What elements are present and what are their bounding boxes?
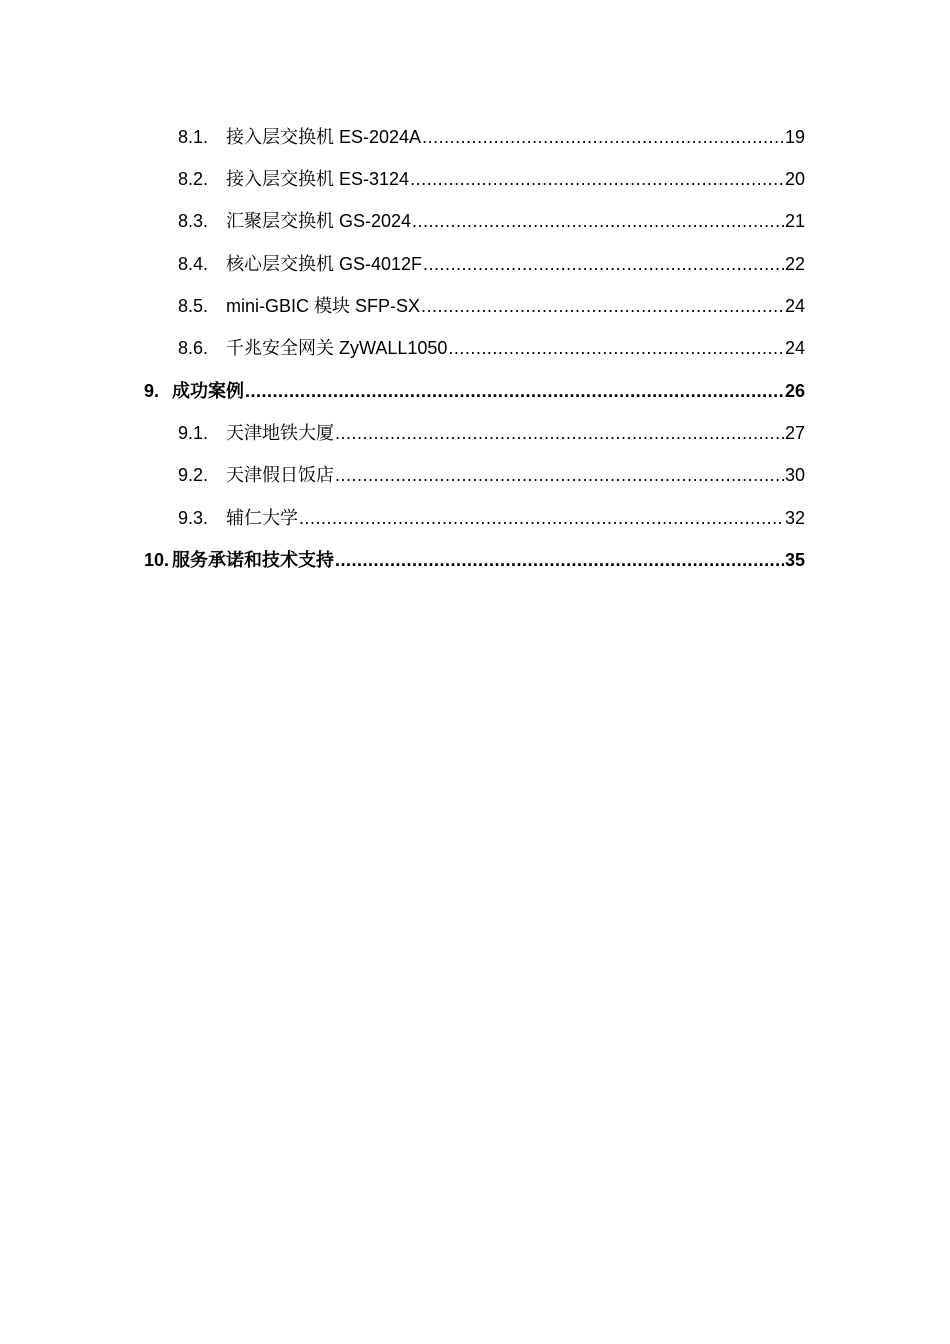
toc-entry-page: 21 [784,211,805,231]
toc-entry-page: 27 [784,423,805,443]
toc-entry-number: 8.3. [178,211,209,231]
toc-entry-title: 天津假日饭店 [226,465,334,485]
toc-entry-title: 天津地铁大厦 [226,423,334,443]
toc-dot-leader [335,463,784,487]
toc-entry-page: 35 [784,550,805,570]
toc-entry-page: 24 [784,338,805,358]
toc-entry-title: 辅仁大学 [226,508,298,528]
toc-dot-leader [299,506,784,530]
toc-entry-8-1[interactable] [178,125,805,149]
toc-entry-number: 9.3. [178,508,209,528]
toc-entry-8-2[interactable] [178,167,805,191]
toc-entry-page: 22 [784,254,805,274]
toc-entry-title: 千兆安全网关 ZyWALL1050 [226,338,448,358]
toc-dot-leader [335,548,784,572]
toc-entry-title: mini-GBIC 模块 SFP-SX [226,296,421,316]
toc-entry-title: 接入层交换机 ES-3124 [226,169,410,189]
toc-entry-9[interactable] [144,379,805,403]
toc-entry-number: 9. [144,381,160,401]
toc-dot-leader [412,209,784,233]
toc-entry-page: 20 [784,169,805,189]
toc-dot-leader [335,421,784,445]
toc-entry-8-5[interactable] [178,294,805,318]
toc-entry-title: 接入层交换机 ES-2024A [226,127,422,147]
toc-entry-8-6[interactable] [178,336,805,360]
toc-entry-9-3[interactable] [178,506,805,530]
toc-entry-title: 成功案例 [172,381,244,401]
toc-entry-number: 8.1. [178,127,209,147]
toc-entry-number: 10. [144,550,170,570]
toc-dot-leader [410,167,784,191]
toc-entry-page: 30 [784,465,805,485]
toc-entry-10[interactable] [144,548,805,572]
toc-entry-number: 8.6. [178,338,209,358]
toc-entry-number: 8.5. [178,296,209,316]
toc-entry-number: 8.2. [178,169,209,189]
toc-entry-number: 8.4. [178,254,209,274]
toc-entry-title: 汇聚层交换机 GS-2024 [226,211,412,231]
toc-dot-leader [422,125,784,149]
toc-entry-page: 24 [784,296,805,316]
toc-entry-9-2[interactable] [178,463,805,487]
toc-entry-9-1[interactable] [178,421,805,445]
toc-entry-page: 32 [784,508,805,528]
toc-entry-page: 26 [784,381,805,401]
toc-dot-leader [245,379,784,403]
toc-dot-leader [423,252,784,276]
toc-dot-leader [421,294,784,318]
toc-entry-title: 核心层交换机 GS-4012F [226,254,423,274]
toc-entry-8-4[interactable] [178,252,805,276]
toc-entry-title: 服务承诺和技术支持 [172,550,334,570]
toc-entry-8-3[interactable] [178,209,805,233]
toc-dot-leader [448,336,784,360]
toc-entry-page: 19 [784,127,805,147]
toc-entry-number: 9.2. [178,465,209,485]
toc-entry-number: 9.1. [178,423,209,443]
